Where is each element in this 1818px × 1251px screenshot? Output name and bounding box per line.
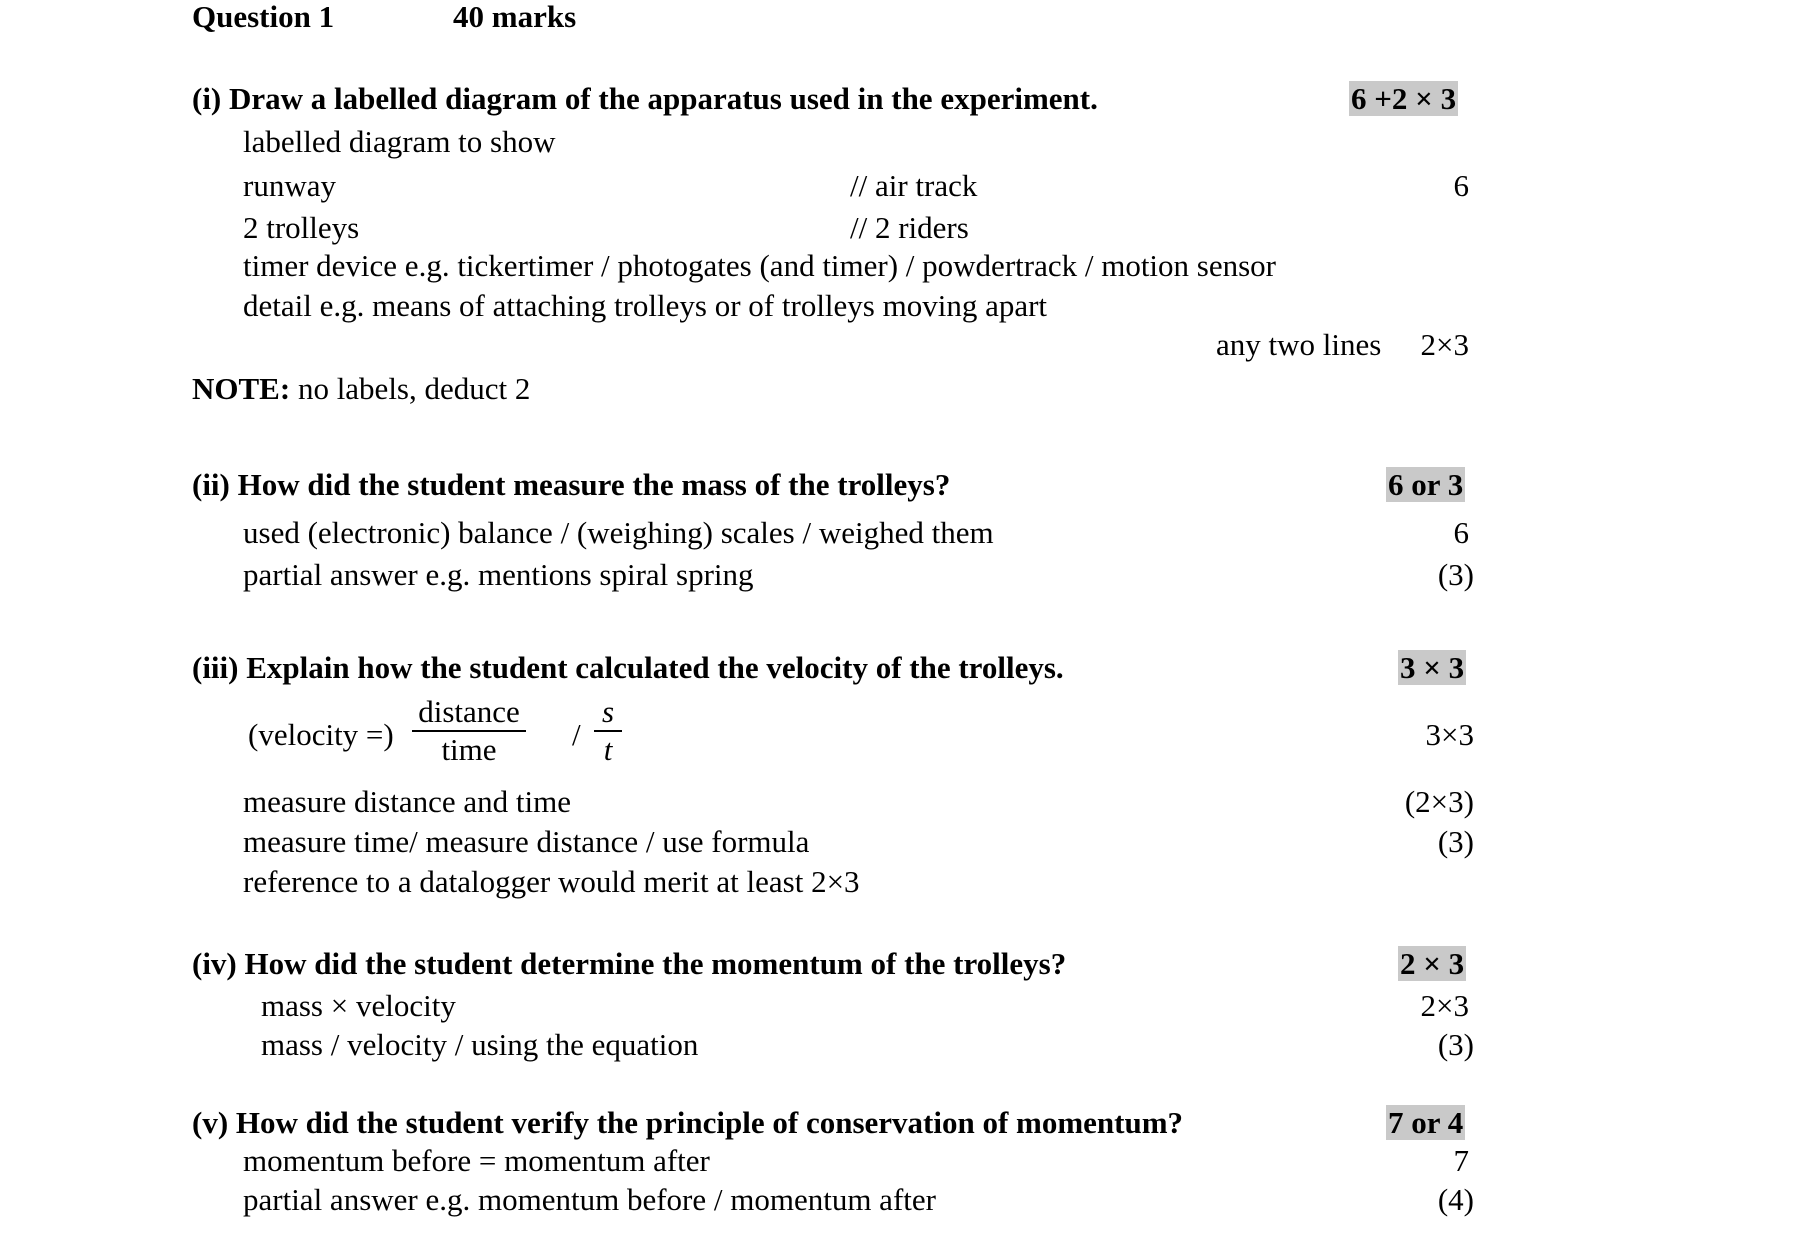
part-iv-title: (iv) How did the student determine the momentum of the trolleys? — [192, 946, 1067, 981]
part-ii-line2-mark: (3) — [1437, 557, 1474, 592]
part-i-intro: labelled diagram to show — [243, 124, 556, 159]
part-iii-formula-mark: 3×3 — [1425, 717, 1474, 752]
allocation-badge: 3 × 3 — [1400, 650, 1465, 685]
part-i-line4: detail e.g. means of attaching trolleys or of trolleys moving apart — [243, 288, 1048, 323]
part-v-line1: momentum before = momentum after — [243, 1143, 710, 1178]
part-iv-allocation — [1398, 944, 1466, 984]
part-i-any-two: any two lines — [1216, 327, 1382, 362]
part-iii-line1: measure distance and time — [243, 784, 571, 819]
part-i-allocation — [1349, 79, 1458, 119]
velocity-prefix: (velocity =) — [248, 717, 394, 752]
part-ii-title: (ii) How did the student measure the mass of the trolleys? — [192, 467, 951, 502]
total-marks: 40 marks — [453, 0, 577, 34]
part-ii-line1: used (electronic) balance / (weighing) scales / weighed them — [243, 515, 994, 550]
part-iii-line1-mark: (2×3) — [1404, 784, 1474, 819]
formula-slash: / — [572, 717, 581, 752]
part-iv-line2-mark: (3) — [1437, 1027, 1474, 1062]
fraction-denominator: t — [603, 732, 613, 767]
allocation-badge: 6 or 3 — [1388, 467, 1464, 502]
fraction-numerator: s — [601, 694, 615, 729]
question-number: Question 1 — [192, 0, 335, 34]
part-ii-line2: partial answer e.g. mentions spiral spring — [243, 557, 754, 592]
part-iii-line2-mark: (3) — [1437, 824, 1474, 859]
part-iii-line3: reference to a datalogger would merit at least 2×3 — [243, 864, 860, 899]
part-v-line2-mark: (4) — [1437, 1182, 1474, 1217]
part-iii-allocation — [1398, 648, 1466, 688]
part-iv-line1-mark: 2×3 — [1420, 988, 1469, 1023]
distance-over-time-fraction — [412, 694, 526, 768]
fraction-denominator: time — [441, 732, 497, 767]
part-iv-line1: mass × velocity — [261, 988, 456, 1023]
part-i-line3: timer device e.g. tickertimer / photogates (and timer) / powdertrack / motion sensor — [243, 248, 1277, 283]
part-i-row1-mark: 6 — [1453, 168, 1469, 203]
part-i-any-two-mark: 2×3 — [1420, 327, 1469, 362]
part-i-note — [192, 369, 530, 409]
part-iii-title: (iii) Explain how the student calculated the velocity of the trolleys. — [192, 650, 1064, 685]
s-over-t-fraction — [594, 694, 622, 768]
part-v-allocation — [1386, 1103, 1465, 1143]
allocation-badge: 6 +2 × 3 — [1351, 81, 1457, 116]
part-v-line2: partial answer e.g. momentum before / momentum after — [243, 1182, 936, 1217]
part-i-row1-alt: // air track — [850, 168, 978, 203]
part-i-title: (i) Draw a labelled diagram of the apparatus used in the experiment. — [192, 81, 1098, 116]
part-ii-allocation — [1386, 465, 1465, 505]
part-ii-line1-mark: 6 — [1453, 515, 1469, 550]
part-v-title: (v) How did the student verify the principle of conservation of momentum? — [192, 1105, 1184, 1140]
part-iii-line2: measure time/ measure distance / use formula — [243, 824, 810, 859]
part-i-row2-left: 2 trolleys — [243, 210, 360, 245]
part-i-row2-alt: // 2 riders — [850, 210, 969, 245]
allocation-badge: 7 or 4 — [1388, 1105, 1464, 1140]
part-iv-line2: mass / velocity / using the equation — [261, 1027, 699, 1062]
allocation-badge: 2 × 3 — [1400, 946, 1465, 981]
fraction-numerator: distance — [418, 694, 520, 729]
note-head: NOTE: — [192, 371, 291, 406]
part-i-row1-left: runway — [243, 168, 336, 203]
note-text: no labels, deduct 2 — [290, 371, 531, 406]
part-v-line1-mark: 7 — [1453, 1143, 1469, 1178]
